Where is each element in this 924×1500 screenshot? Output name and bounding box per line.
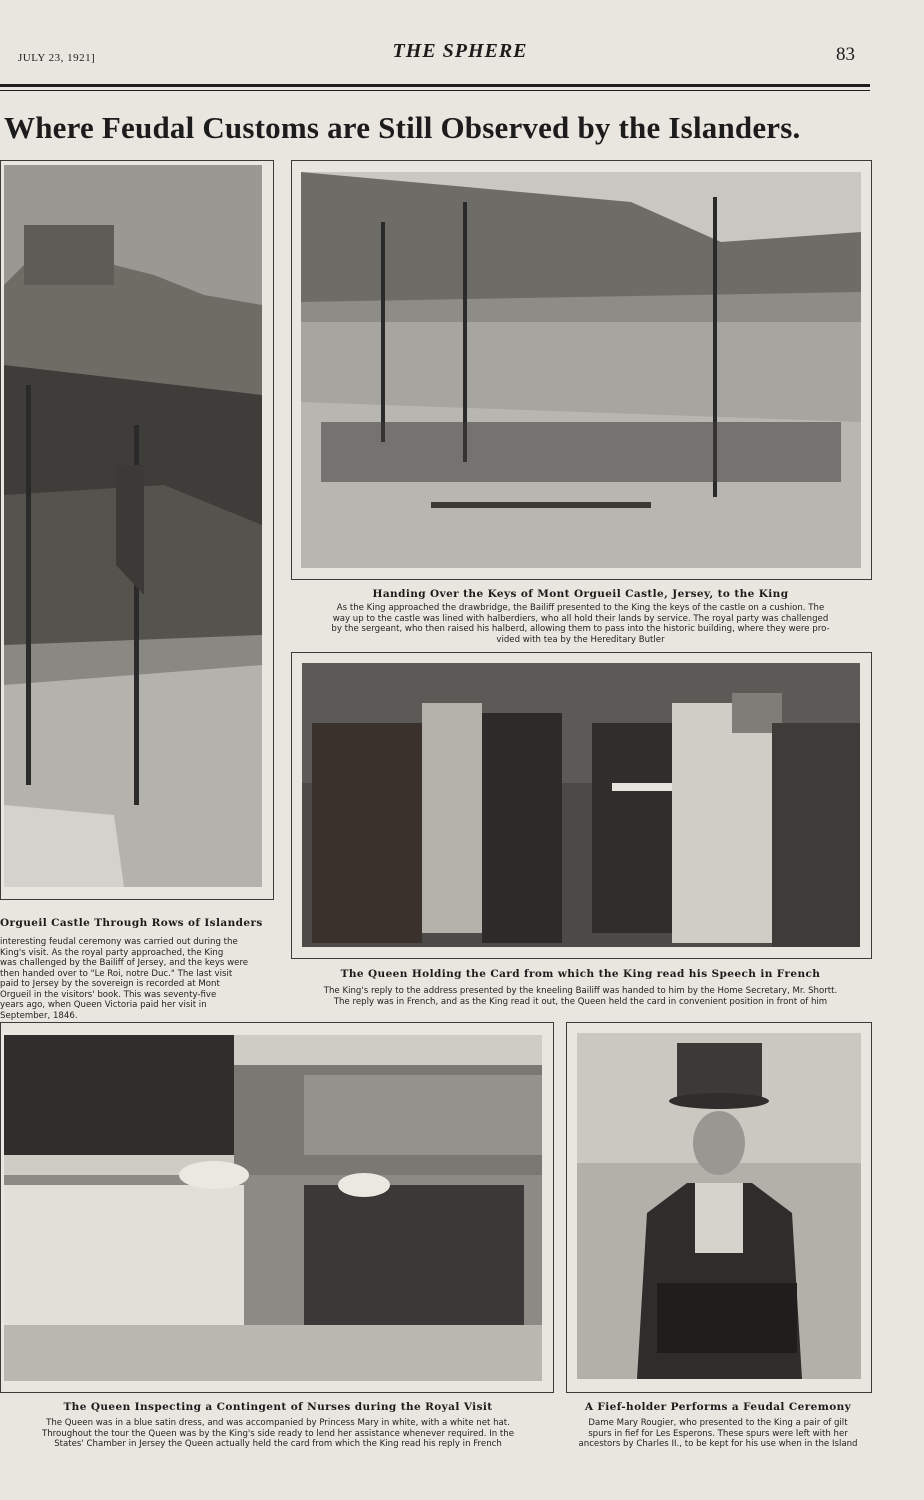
caption-line: The Queen was in a blue satin dress, and was accompanied by Princess Mary in white, with a white net hat.: [46, 1418, 510, 1428]
page-number: 83: [836, 44, 855, 65]
castle-caption-body: [0, 937, 276, 1021]
caption-line: years ago, when Queen Victoria paid her visit in: [0, 1000, 207, 1010]
headline: Where Feudal Customs are Still Observed by the Islanders.: [4, 110, 801, 145]
queen-card-photo: [302, 663, 860, 947]
caption-line: Orgueil in the visitors' book. This was seventy-five: [0, 989, 217, 1000]
keys-caption-body: [291, 603, 870, 645]
header-rule: [0, 84, 870, 87]
caption-line: King's visit. As the royal party approached, the King: [0, 947, 224, 958]
caption-line: vided with tea by the Hereditary Butler: [496, 634, 665, 645]
header-rule-thin: [0, 90, 870, 91]
caption-line: interesting feudal ceremony was carried out during the: [0, 937, 238, 947]
caption-line: by the sergeant, who then raised his halberd, allowing them to pass into the historic building, where they were pro-: [331, 624, 830, 634]
keys-photo: [301, 172, 861, 568]
caption-line: Throughout the tour the Queen was by the King's side ready to lend her assistance whenever required. In the: [41, 1428, 515, 1439]
caption-line: ancestors by Charles II., to be kept for his use when in the Island: [578, 1439, 858, 1449]
queen-card-caption-body: [291, 986, 870, 1007]
caption-line: was challenged by the Bailiff of Jersey, and the keys were: [0, 958, 249, 968]
keys-caption-title: Handing Over the Keys of Mont Orgueil Castle, Jersey, to the King: [372, 588, 789, 600]
caption-line: As the King approached the drawbridge, the Bailiff presented to the King the keys of the castle on a cushion. The: [336, 603, 825, 613]
fief-caption-body: [560, 1418, 876, 1450]
nurses-caption-title: The Queen Inspecting a Contingent of Nurses during the Royal Visit: [63, 1401, 493, 1413]
caption-line: Dame Mary Rougier, who presented to the King a pair of gilt: [588, 1418, 848, 1428]
publication-title: THE SPHERE: [392, 40, 528, 62]
queen-card-caption-title: The Queen Holding the Card from which the King read his Speech in French: [340, 968, 821, 980]
caption-line: The King's reply to the address presented by the kneeling Bailiff was handed to him by the Home Secretary, Mr. Shortt.: [323, 986, 838, 996]
issue-date: JULY 23, 1921]: [18, 52, 96, 64]
fief-caption-title: A Fief-holder Performs a Feudal Ceremony: [584, 1401, 852, 1413]
caption-line: then handed over to "Le Roi, notre Duc." The last visit: [0, 968, 233, 979]
caption-line: The reply was in French, and as the King read it out, the Queen held the card in convenient position in front of him: [333, 996, 828, 1007]
fief-photo: [577, 1033, 861, 1379]
castle-caption-title: Orgueil Castle Through Rows of Islanders: [0, 917, 263, 929]
caption-line: States' Chamber in Jersey the Queen actually held the card from which the King read his reply in French: [54, 1439, 502, 1449]
caption-line: spurs in fief for Les Esperons. These spurs were left with her: [588, 1428, 848, 1439]
castle-photo: [4, 165, 262, 887]
caption-line: way up to the castle was lined with halberdiers, who all hold their lands by service. The royal party was challenged: [332, 613, 829, 624]
nurses-caption-body: [0, 1418, 556, 1450]
nurses-photo: [4, 1035, 542, 1381]
caption-line: September, 1846.: [0, 1010, 78, 1021]
caption-line: paid to Jersey by the sovereign is recorded at Mont: [0, 979, 220, 989]
